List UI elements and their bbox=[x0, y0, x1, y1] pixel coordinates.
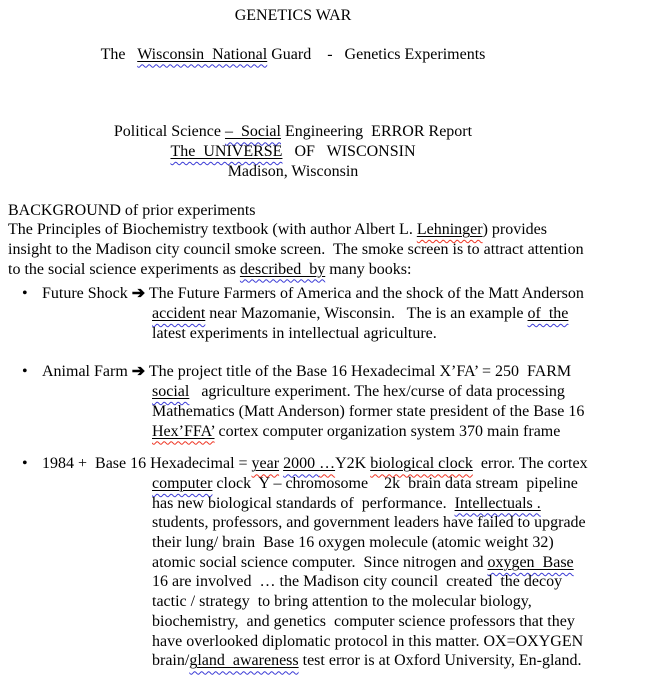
paragraph-line bbox=[0, 240, 647, 260]
flagged-text bbox=[528, 305, 569, 322]
bullet-item-future-shock bbox=[0, 284, 647, 304]
spacer bbox=[0, 343, 647, 362]
bullet-continuation bbox=[0, 651, 647, 671]
text-segment: The bbox=[100, 45, 138, 63]
text-segment: have overlooked diplomatic protocol in this matter. OX=OXYGEN bbox=[152, 632, 584, 650]
text-segment: insight to the Madison city council smoke screen. The smoke screen is to attract attention bbox=[8, 240, 584, 258]
text-segment: to the social science experiments as bbox=[8, 260, 240, 278]
underlined-text: oxygen Base bbox=[487, 553, 574, 571]
text-segment: students, professors, and government leaders have failed to upgrade bbox=[152, 514, 586, 532]
underlined-text: Wisconsin National bbox=[137, 45, 268, 63]
flagged-text bbox=[319, 455, 335, 472]
text-segment: latest experiments in intellectual agriculture. bbox=[152, 324, 437, 342]
text-segment: GENETICS WAR bbox=[234, 7, 352, 24]
text-segment: has new biological standards of performance. bbox=[152, 494, 455, 512]
bullet-continuation bbox=[0, 382, 647, 402]
arrow-icon: ➔ bbox=[131, 285, 146, 303]
text-segment: 16 are involved … the Madison city council created the decoy bbox=[152, 573, 563, 591]
flagged-text bbox=[370, 455, 473, 472]
text-segment: error. The cortex bbox=[472, 455, 588, 473]
flagged-text bbox=[189, 652, 298, 669]
bullet-continuation bbox=[0, 592, 647, 612]
bullet-item-animal-farm bbox=[0, 362, 647, 382]
text-segment: ) provides bbox=[482, 221, 547, 239]
text-segment: OF WISCONSIN bbox=[282, 143, 416, 161]
bullet-continuation bbox=[0, 402, 647, 422]
text-segment: The project title of the Base 16 Hexadecimal X’FA’ = 250 FARM bbox=[145, 363, 572, 381]
bullet-continuation bbox=[0, 494, 647, 514]
text-segment: near Mazomanie, Wisconsin. The is an example bbox=[205, 305, 528, 323]
underlined-text: The UNIVERSE bbox=[170, 143, 283, 161]
underlined-text: of the bbox=[527, 305, 569, 323]
underlined-text: – Social bbox=[224, 123, 281, 141]
underlined-text: 2000 bbox=[283, 455, 320, 473]
text-segment: Mathematics (Matt Anderson) former state president of the Base 16 bbox=[152, 402, 585, 420]
underlined-text: … bbox=[319, 455, 336, 473]
bullet-continuation bbox=[0, 533, 647, 553]
spacer bbox=[0, 64, 647, 122]
flagged-text bbox=[283, 455, 319, 472]
doc-subtitle bbox=[0, 45, 586, 65]
underlined-text: described by bbox=[239, 260, 326, 278]
report-heading-line2 bbox=[0, 142, 586, 162]
underlined-text: social bbox=[152, 383, 190, 401]
bullet-continuation bbox=[0, 304, 647, 324]
text-segment: atomic social science computer. Since nitrogen and bbox=[152, 553, 488, 571]
flagged-text bbox=[240, 261, 325, 278]
text-segment: test error is at Oxford University, En-gland. bbox=[298, 652, 582, 670]
flagged-text bbox=[225, 123, 281, 140]
text-segment: Future Shock bbox=[42, 285, 132, 303]
text-segment: Madison, Wisconsin bbox=[227, 162, 359, 180]
spacer bbox=[0, 182, 647, 201]
text-segment: brain/ bbox=[152, 652, 190, 670]
underlined-text: Hex’FFA’ bbox=[152, 422, 215, 440]
bullet-item-1984 bbox=[0, 454, 647, 474]
paragraph-line bbox=[0, 220, 647, 240]
bullet-continuation bbox=[0, 572, 647, 592]
text-segment: BACKGROUND of prior experiments bbox=[8, 201, 256, 219]
bullet-continuation bbox=[0, 422, 647, 442]
bullet-icon: • bbox=[22, 285, 28, 303]
bullet-continuation bbox=[0, 553, 647, 573]
text-segment: their lung/ brain Base 16 oxygen molecule (atomic weight 32) bbox=[152, 534, 554, 552]
bullet-continuation bbox=[0, 632, 647, 652]
bullet-continuation bbox=[0, 324, 647, 344]
text-segment: cortex computer organization system 370 main frame bbox=[214, 422, 561, 440]
text-segment: Engineering ERROR Report bbox=[280, 123, 473, 141]
flagged-text bbox=[152, 475, 212, 492]
text-segment: Animal Farm bbox=[42, 363, 132, 381]
text-segment: The Future Farmers of America and the shock of the Matt Anderson bbox=[145, 285, 584, 303]
spacer bbox=[0, 441, 647, 454]
text-segment: Guard - Genetics Experiments bbox=[267, 45, 486, 63]
text-segment: The Principles of Biochemistry textbook (with author Albert L. bbox=[8, 221, 417, 239]
doc-title bbox=[0, 6, 586, 26]
underlined-text: Lehninger bbox=[416, 221, 483, 239]
bullet-continuation bbox=[0, 513, 647, 533]
text-segment: clock Y – chromosome 2k brain data stream pipeline bbox=[212, 474, 578, 492]
text-segment: biochemistry, and genetics computer science professors that they bbox=[152, 612, 575, 630]
flagged-text bbox=[455, 495, 541, 512]
bullet-icon: • bbox=[22, 363, 28, 381]
underlined-text: Intellectuals . bbox=[454, 494, 541, 512]
underlined-text: computer bbox=[152, 474, 213, 492]
flagged-text bbox=[152, 305, 205, 322]
flagged-text bbox=[170, 143, 282, 160]
bullet-continuation bbox=[0, 612, 647, 632]
paragraph-line bbox=[0, 260, 647, 280]
text-segment: 1984 + Base 16 Hexadecimal = bbox=[42, 455, 252, 473]
flagged-text bbox=[252, 455, 280, 472]
flagged-text bbox=[417, 221, 483, 238]
section-heading bbox=[0, 201, 647, 221]
bullet-continuation bbox=[0, 474, 647, 494]
flagged-text bbox=[487, 554, 573, 571]
report-heading-line3 bbox=[0, 162, 586, 182]
text-segment: many books: bbox=[325, 260, 412, 278]
flagged-text bbox=[137, 46, 267, 63]
underlined-text: biological clock bbox=[370, 455, 473, 473]
text-segment: tactic / strategy to bring attention to the molecular biology, bbox=[152, 593, 532, 611]
arrow-icon: ➔ bbox=[131, 363, 146, 381]
text-segment: Y2K bbox=[335, 455, 371, 473]
underlined-text: year bbox=[251, 455, 280, 473]
flagged-text bbox=[152, 383, 189, 400]
report-heading-line1 bbox=[0, 122, 586, 142]
text-segment: agriculture experiment. The hex/curse of data processing bbox=[189, 383, 565, 401]
bullet-icon: • bbox=[22, 455, 28, 473]
underlined-text: accident bbox=[152, 305, 206, 323]
flagged-text bbox=[152, 423, 215, 440]
underlined-text: gland awareness bbox=[189, 652, 299, 670]
text-segment: Political Science bbox=[113, 123, 225, 141]
spacer bbox=[0, 26, 647, 45]
